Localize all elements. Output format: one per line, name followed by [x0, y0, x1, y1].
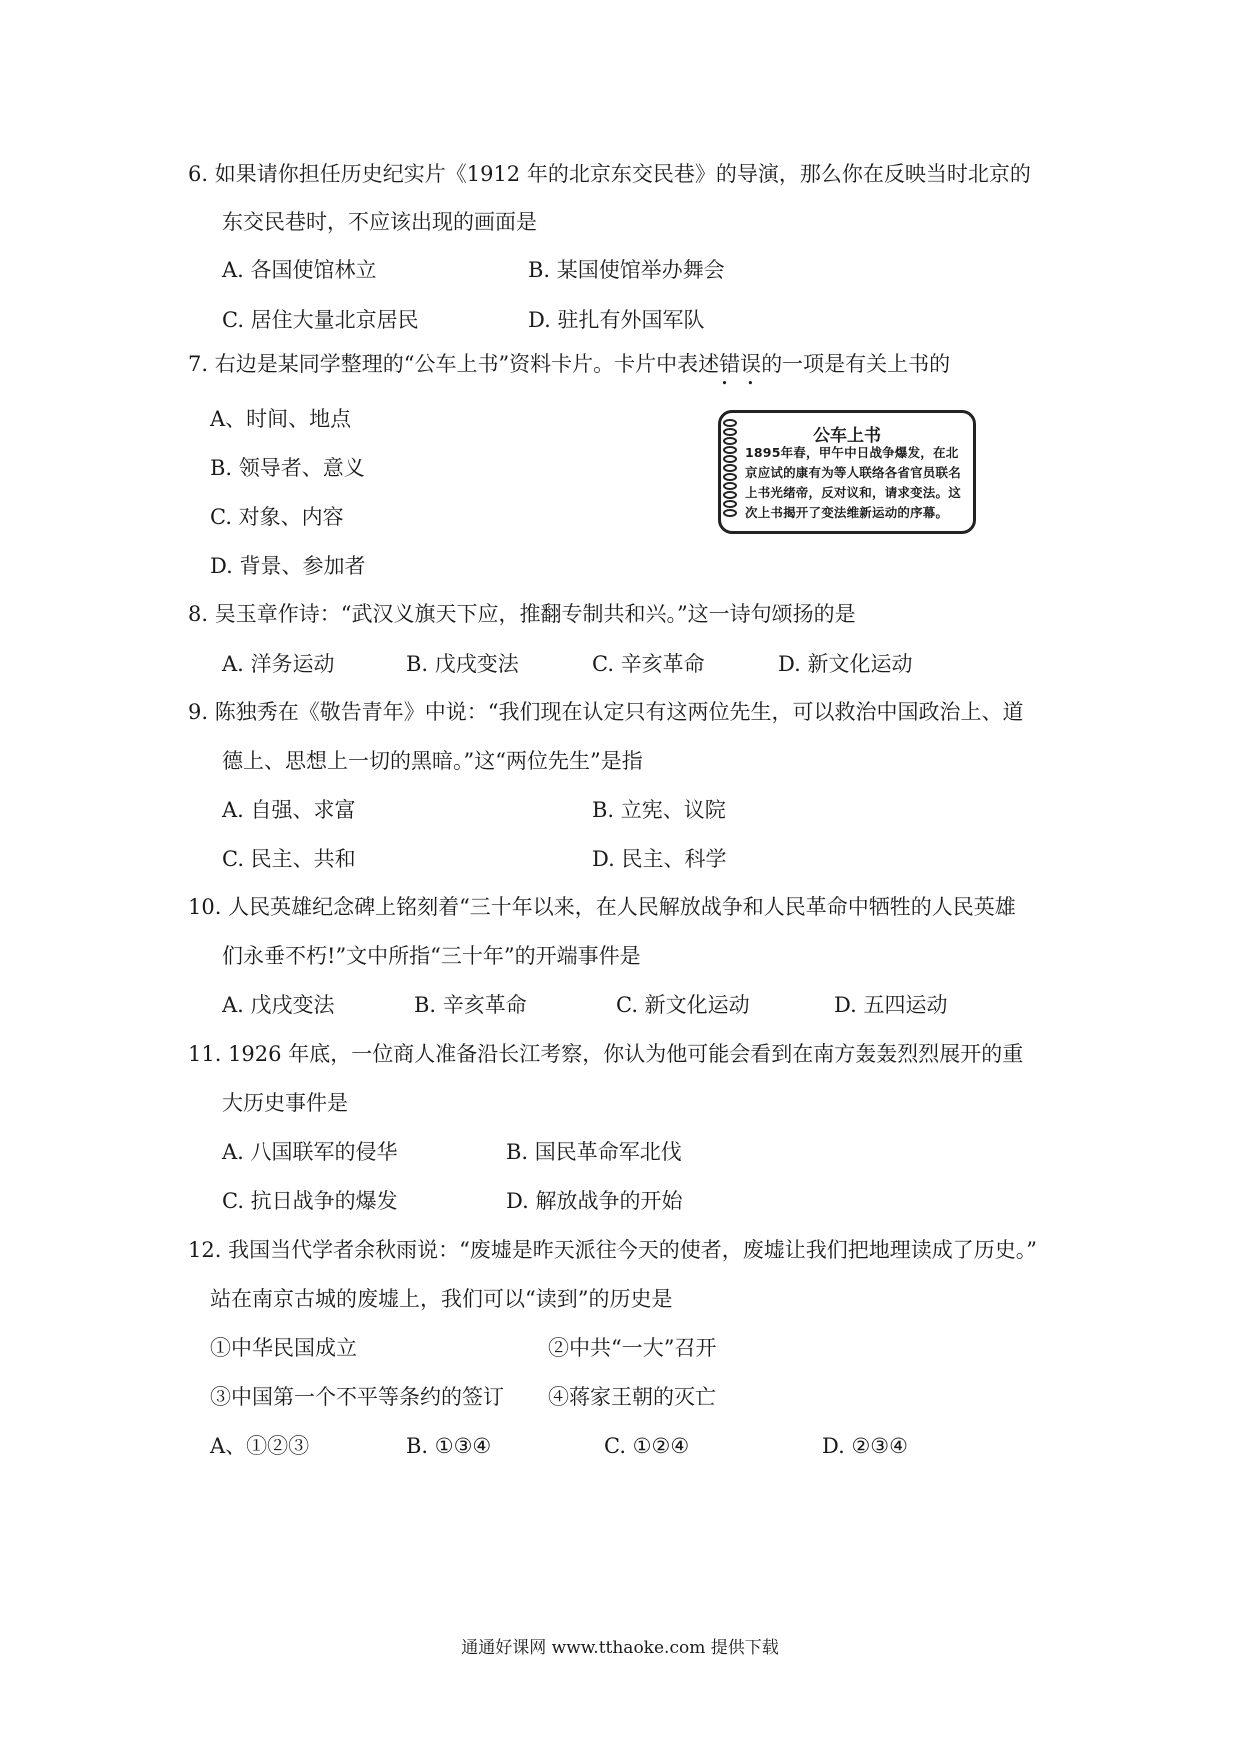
card-body: 1895年春，甲午中日战争爆发，在北京应试的康有为等人联络各省官员联名上书光绪帝，反对议和，请求变法。这次上书揭开了变法维新运动的序幕。: [745, 445, 961, 520]
q6-stem-line2: 东交民巷时，不应该出现的画面是: [222, 210, 537, 234]
q10-option-b: B. 辛亥革命: [414, 993, 527, 1017]
q12-item-3: ③中国第一个不平等条约的签订: [210, 1385, 504, 1409]
q9-stem-line2: 德上、思想上一切的黑暗。”这“两位先生”是指: [222, 749, 643, 773]
q11-option-a: A. 八国联军的侵华: [222, 1140, 398, 1164]
q11-option-c: C. 抗日战争的爆发: [222, 1189, 398, 1213]
q8-option-a: A. 洋务运动: [222, 652, 335, 676]
q11-option-b: B. 国民革命军北伐: [506, 1140, 682, 1164]
q7-stem: [188, 350, 950, 378]
q9-option-d: D. 民主、科学: [592, 847, 727, 871]
q9-option-a: A. 自强、求富: [222, 798, 356, 822]
q6-option-a: A. 各国使馆林立: [222, 258, 377, 282]
q12-option-b: B. ①③④: [406, 1434, 492, 1458]
q7-stem-post: 的一项是有关上书的: [761, 352, 951, 376]
q6-option-c: C. 居住大量北京居民: [222, 308, 419, 332]
q9-stem-line1: 9. 陈独秀在《敬告青年》中说：“我们现在认定只有这两位先生，可以救治中国政治上、道: [188, 700, 1024, 724]
q6-stem-line1: 6. 如果请你担任历史纪实片《1912 年的北京东交民巷》的导演，那么你在反映当时北京的: [188, 162, 1031, 186]
q12-item-1: ①中华民国成立: [210, 1336, 357, 1360]
q7-option-c: C. 对象、内容: [210, 505, 344, 529]
q12-stem-line2: 站在南京古城的废墟上，我们可以“读到”的历史是: [210, 1287, 673, 1311]
q9-option-c: C. 民主、共和: [222, 847, 356, 871]
q10-option-a: A. 戊戌变法: [222, 993, 335, 1017]
q10-stem-line1: 10. 人民英雄纪念碑上铭刻着“三十年以来，在人民解放战争和人民革命中牺牲的人民英雄: [188, 895, 1016, 919]
q8-option-c: C. 辛亥革命: [592, 652, 705, 676]
q8-stem: 8. 吴玉章作诗：“武汉义旗天下应，推翻专制共和兴。”这一诗句颂扬的是: [188, 602, 856, 626]
q10-option-d: D. 五四运动: [834, 993, 948, 1017]
q6-option-b: B. 某国使馆举办舞会: [528, 258, 725, 282]
q7-option-d: D. 背景、参加者: [210, 554, 366, 578]
q8-option-b: B. 戊戌变法: [406, 652, 519, 676]
q12-option-c: C. ①②④: [604, 1434, 690, 1458]
q12-item-2: ②中共“一大”召开: [548, 1336, 717, 1360]
q11-stem-line1: 11. 1926 年底，一位商人准备沿长江考察，你认为他可能会看到在南方轰轰烈烈展开的重: [188, 1042, 1024, 1066]
q7-stem-emphasis: 错误 • •: [719, 350, 761, 378]
q12-stem-line1: 12. 我国当代学者余秋雨说：“废墟是昨天派往今天的使者，废墟让我们把地理读成了历史。”: [188, 1238, 1038, 1262]
q12-item-4: ④蒋家王朝的灭亡: [548, 1385, 716, 1409]
page-footer: 通通好课网 www.tthaoke.com 提供下载: [461, 1638, 779, 1658]
q12-option-a: A、①②③: [210, 1434, 310, 1458]
card-title: 公车上书: [813, 426, 881, 446]
q10-option-c: C. 新文化运动: [616, 993, 750, 1017]
q7-stem-pre: 7. 右边是某同学整理的“公车上书”资料卡片。卡片中表述: [188, 352, 720, 376]
q11-stem-line2: 大历史事件是: [222, 1091, 348, 1115]
q7-option-a: A、时间、地点: [210, 407, 352, 431]
q8-option-d: D. 新文化运动: [778, 652, 913, 676]
q10-stem-line2: 们永垂不朽!”文中所指“三十年”的开端事件是: [222, 944, 641, 968]
q7-option-b: B. 领导者、意义: [210, 456, 365, 480]
q9-option-b: B. 立宪、议院: [592, 798, 726, 822]
q11-option-d: D. 解放战争的开始: [506, 1189, 683, 1213]
q6-option-d: D. 驻扎有外国军队: [528, 308, 705, 332]
q7-info-card: [718, 410, 976, 534]
q12-option-d: D. ②③④: [822, 1434, 908, 1458]
